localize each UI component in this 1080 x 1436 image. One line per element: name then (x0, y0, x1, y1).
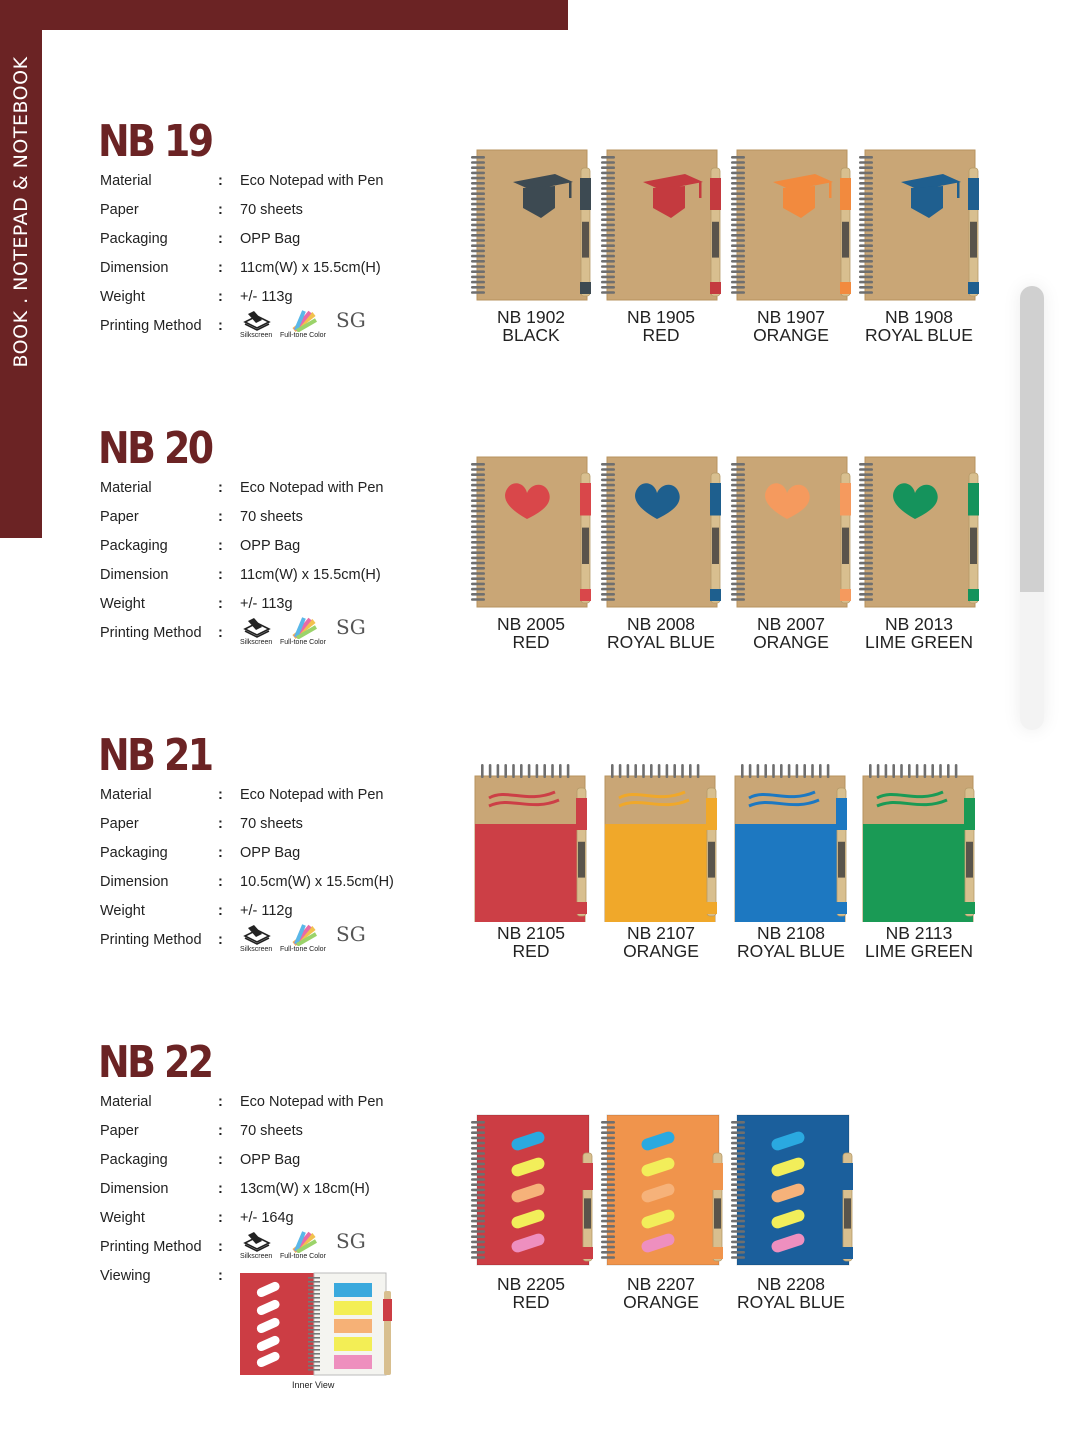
fulltone-caption: Full-tone Color (280, 946, 326, 953)
sg-mark: SG (336, 615, 366, 639)
fulltone-caption: Full-tone Color (280, 1253, 326, 1260)
section-title: NB 22 (98, 1037, 212, 1088)
product-label (727, 924, 855, 960)
spec-colon: : (218, 480, 223, 496)
spec-colon: : (218, 231, 223, 247)
notebook-image (855, 146, 983, 306)
spec-colon: : (218, 816, 223, 832)
product-code: NB 2208 (756, 1274, 826, 1294)
product-label (727, 308, 855, 344)
spec-label: Paper (100, 509, 139, 525)
spec-value: 70 sheets (240, 202, 303, 218)
spec-label: Printing Method (100, 625, 202, 641)
product-label (467, 924, 595, 960)
notebook-image (855, 453, 983, 613)
inner-view-caption: Inner View (292, 1380, 335, 1390)
spec-value: OPP Bag (240, 845, 301, 861)
spec-value: +/- 112g (240, 903, 293, 919)
product-section (0, 118, 1080, 418)
product-label (597, 924, 725, 960)
product-color: ROYAL BLUE (607, 632, 715, 652)
section-title: NB 20 (98, 423, 212, 474)
silkscreen-caption: Silkscreen (240, 332, 273, 339)
notebook-image (727, 453, 855, 613)
product-code: NB 1905 (626, 307, 696, 327)
spec-value: OPP Bag (240, 538, 301, 554)
spec-colon: : (218, 173, 223, 189)
spec-value: +/- 164g (240, 1210, 294, 1226)
spec-label: Dimension (100, 874, 169, 890)
spec-label: Printing Method (100, 318, 202, 334)
spec-value: Eco Notepad with Pen (240, 480, 384, 496)
spec-colon: : (218, 202, 223, 218)
product-color: BLACK (502, 325, 560, 345)
product-color: ORANGE (753, 325, 829, 345)
spec-value: 13cm(W) x 18cm(H) (240, 1181, 370, 1197)
product-code: NB 2108 (756, 923, 826, 943)
spec-value: 70 sheets (240, 1123, 303, 1139)
spec-label: Dimension (100, 1181, 169, 1197)
spec-colon: : (218, 1123, 223, 1139)
product-color: LIME GREEN (865, 632, 973, 652)
spec-value: OPP Bag (240, 1152, 301, 1168)
spec-label: Weight (100, 903, 145, 919)
product-code: NB 2207 (626, 1274, 696, 1294)
spec-label: Material (100, 787, 152, 803)
product-code: NB 2107 (626, 923, 696, 943)
spec-label: Dimension (100, 260, 169, 276)
fulltone-caption: Full-tone Color (280, 332, 326, 339)
product-label (597, 615, 725, 651)
product-code: NB 1907 (756, 307, 826, 327)
sg-mark: SG (336, 1229, 366, 1253)
product-section (0, 732, 1080, 1032)
product-code: NB 2007 (756, 614, 826, 634)
scrollbar-thumb[interactable] (1020, 286, 1044, 592)
spec-label: Material (100, 173, 152, 189)
product-code: NB 2008 (626, 614, 696, 634)
spec-colon: : (218, 538, 223, 554)
spec-colon: : (218, 260, 223, 276)
spec-label: Paper (100, 816, 139, 832)
spec-label: Packaging (100, 538, 168, 554)
notebook-image (467, 1109, 595, 1269)
spec-value: Eco Notepad with Pen (240, 173, 384, 189)
spec-colon: : (218, 509, 223, 525)
product-color: ROYAL BLUE (737, 1292, 845, 1312)
spec-label: Material (100, 1094, 152, 1110)
spec-colon: : (218, 318, 223, 334)
product-label (467, 308, 595, 344)
spec-colon: : (218, 1210, 223, 1226)
product-label (855, 308, 983, 344)
spec-colon: : (218, 1094, 223, 1110)
spec-value: OPP Bag (240, 231, 301, 247)
spec-colon: : (218, 1239, 223, 1255)
product-color: ROYAL BLUE (865, 325, 973, 345)
spec-colon: : (218, 625, 223, 641)
spec-value: Eco Notepad with Pen (240, 1094, 384, 1110)
spec-label: Packaging (100, 231, 168, 247)
silkscreen-caption: Silkscreen (240, 946, 273, 953)
notebook-image (597, 762, 725, 922)
silkscreen-caption: Silkscreen (240, 1253, 273, 1260)
notebook-image (727, 762, 855, 922)
inner-view-image (238, 1271, 394, 1379)
section-title: NB 21 (98, 730, 212, 781)
product-label (467, 615, 595, 651)
product-label (727, 615, 855, 651)
spec-label: Material (100, 480, 152, 496)
product-code: NB 2105 (496, 923, 566, 943)
product-code: NB 2205 (496, 1274, 566, 1294)
spec-value: 11cm(W) x 15.5cm(H) (240, 567, 381, 583)
product-color: ORANGE (623, 1292, 699, 1312)
notebook-image (727, 146, 855, 306)
sg-mark: SG (336, 308, 366, 332)
spec-colon: : (218, 1152, 223, 1168)
spec-colon: : (218, 845, 223, 861)
spec-label: Packaging (100, 845, 168, 861)
spec-colon: : (218, 874, 223, 890)
notebook-image (467, 146, 595, 306)
product-label (467, 1275, 595, 1311)
spec-label: Packaging (100, 1152, 168, 1168)
spec-value: 11cm(W) x 15.5cm(H) (240, 260, 381, 276)
product-label (855, 924, 983, 960)
spec-colon: : (218, 596, 223, 612)
side-tab-label: BOOK . NOTEPAD & NOTEBOOK (10, 56, 32, 368)
spec-colon: : (218, 567, 223, 583)
notebook-image (467, 762, 595, 922)
spec-colon: : (218, 289, 223, 305)
product-color: LIME GREEN (865, 941, 973, 961)
product-color: RED (512, 1292, 550, 1312)
fulltone-caption: Full-tone Color (280, 639, 326, 646)
spec-label: Weight (100, 289, 145, 305)
product-label (597, 308, 725, 344)
spec-colon: : (218, 1181, 223, 1197)
spec-value: +/- 113g (240, 289, 293, 305)
spec-value: 10.5cm(W) x 15.5cm(H) (240, 874, 394, 890)
spec-label: Printing Method (100, 932, 202, 948)
product-color: RED (512, 941, 550, 961)
product-code: NB 2005 (496, 614, 566, 634)
spec-value: 70 sheets (240, 816, 303, 832)
product-color: ORANGE (753, 632, 829, 652)
spec-colon: : (218, 787, 223, 803)
sg-mark: SG (336, 922, 366, 946)
product-color: RED (642, 325, 680, 345)
product-section (0, 1037, 1080, 1390)
top-bar (0, 0, 568, 30)
notebook-image (597, 146, 725, 306)
notebook-image (597, 453, 725, 613)
spec-colon: : (218, 1268, 223, 1284)
product-label (597, 1275, 725, 1311)
product-color: RED (512, 632, 550, 652)
spec-label: Weight (100, 596, 145, 612)
spec-label: Viewing (100, 1268, 151, 1284)
spec-value: +/- 113g (240, 596, 293, 612)
product-code: NB 1902 (496, 307, 566, 327)
silkscreen-caption: Silkscreen (240, 639, 273, 646)
notebook-image (855, 762, 983, 922)
product-color: ORANGE (623, 941, 699, 961)
spec-label: Paper (100, 1123, 139, 1139)
product-code: NB 2013 (884, 614, 954, 634)
spec-value: Eco Notepad with Pen (240, 787, 384, 803)
spec-label: Dimension (100, 567, 169, 583)
product-label (855, 615, 983, 651)
spec-colon: : (218, 903, 223, 919)
notebook-image (597, 1109, 725, 1269)
product-code: NB 2113 (885, 923, 953, 943)
spec-value: 70 sheets (240, 509, 303, 525)
product-section (0, 425, 1080, 725)
product-code: NB 1908 (884, 307, 954, 327)
notebook-image (727, 1109, 855, 1269)
notebook-image (467, 453, 595, 613)
spec-label: Paper (100, 202, 139, 218)
spec-label: Printing Method (100, 1239, 202, 1255)
section-title: NB 19 (98, 116, 212, 167)
product-label (727, 1275, 855, 1311)
spec-colon: : (218, 932, 223, 948)
product-color: ROYAL BLUE (737, 941, 845, 961)
spec-label: Weight (100, 1210, 145, 1226)
